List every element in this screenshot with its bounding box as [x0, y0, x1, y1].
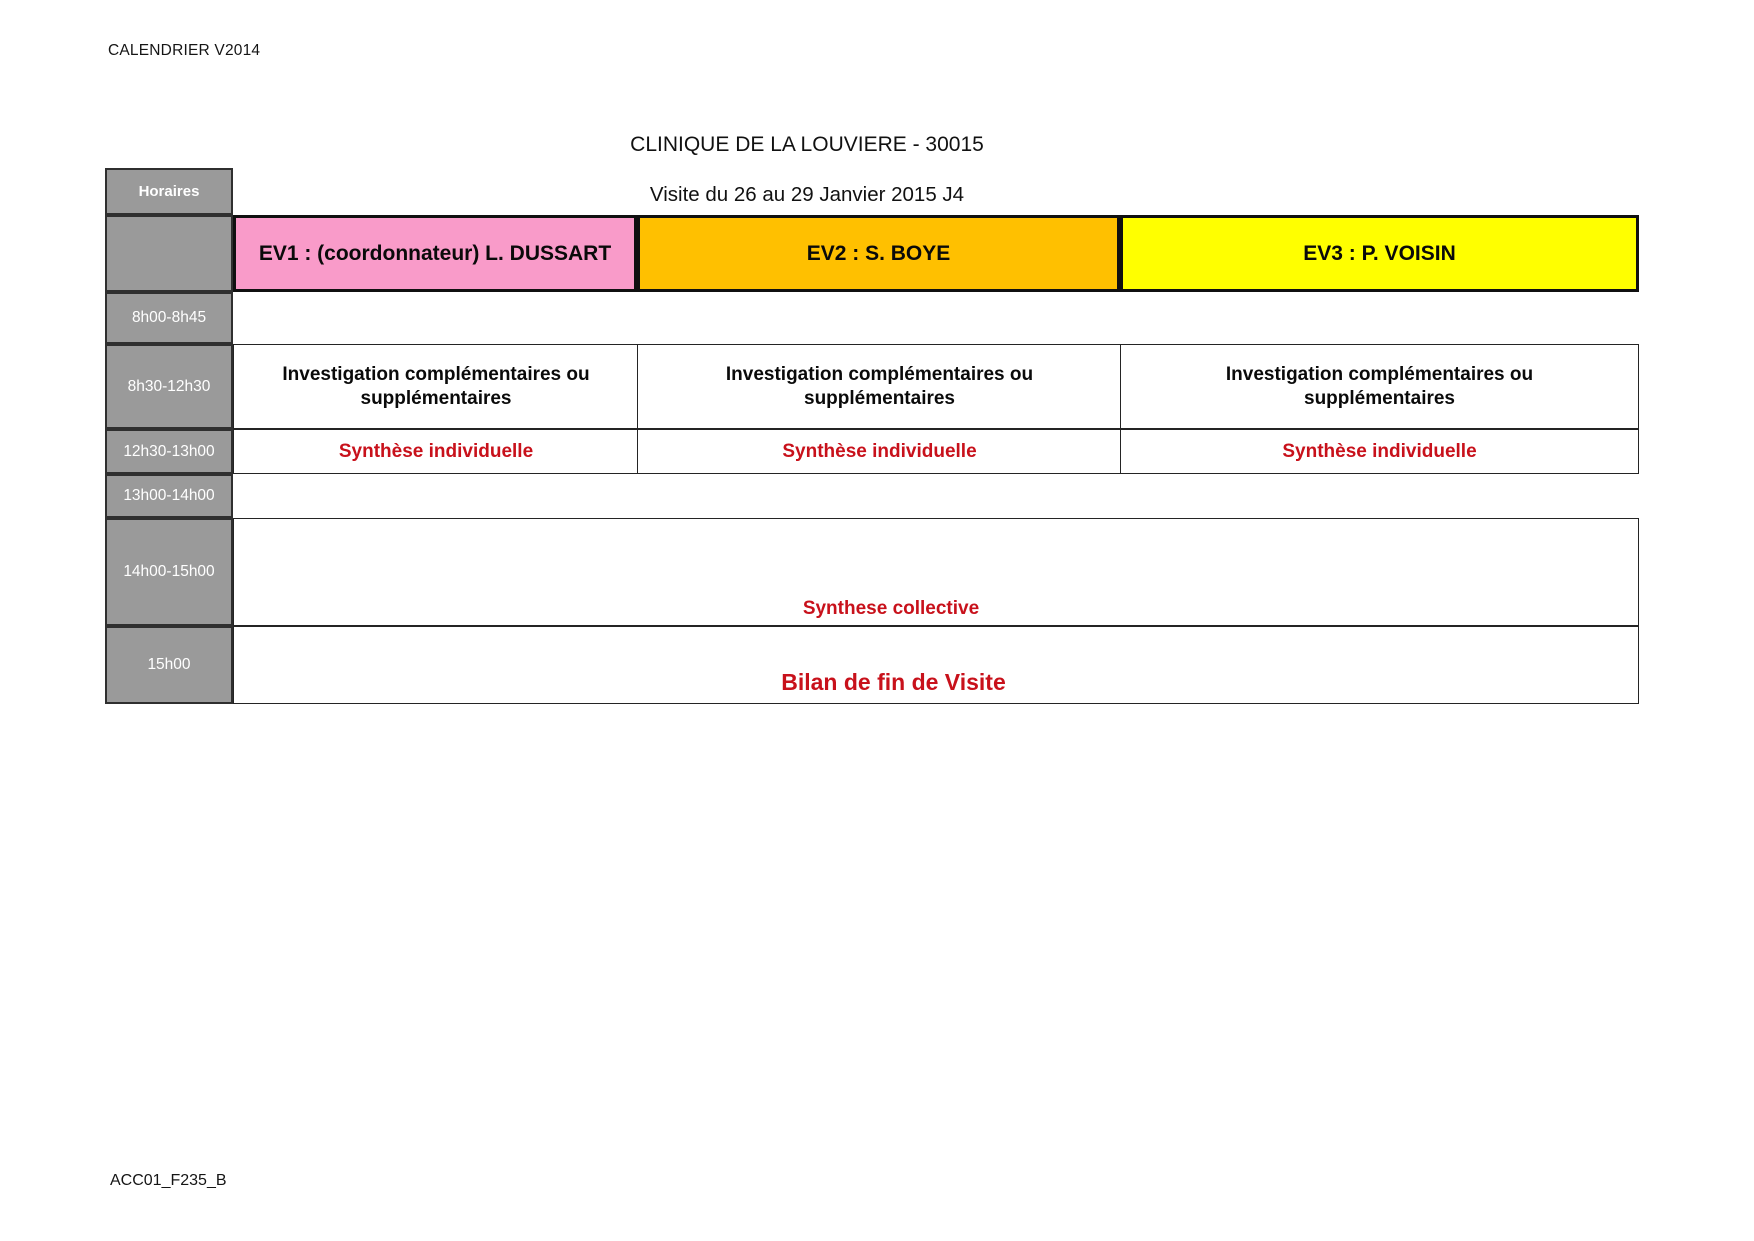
investigation-text: Investigation complémentaires ou supplémentaires — [725, 363, 1034, 409]
ev2-header-cell: EV2 : S. BOYE — [637, 215, 1120, 292]
cell-ev2-investigation — [637, 344, 1122, 429]
clinic-title: CLINIQUE DE LA LOUVIERE - 30015 — [630, 133, 984, 156]
bilan-text: Bilan de fin de Visite — [781, 669, 1006, 695]
title-block — [107, 133, 1507, 207]
time-slot-13h00-14h00: 13h00-14h00 — [105, 474, 233, 518]
blank-corner-cell — [105, 215, 233, 292]
cell-synthese-collective — [233, 518, 1639, 626]
cell-bilan-fin-visite — [233, 626, 1639, 704]
time-slot-8h30-12h30: 8h30-12h30 — [105, 344, 233, 429]
synthese-collective-text: Synthese collective — [802, 598, 980, 619]
cell-ev1-synthese-individuelle — [233, 429, 639, 474]
horaires-header-cell: Horaires — [105, 168, 233, 215]
investigation-text: Investigation complémentaires ou supplémentaires — [1225, 363, 1534, 409]
synthese-individuelle-text: Synthèse individuelle — [782, 440, 977, 462]
cell-ev1-investigation — [233, 344, 639, 429]
footer-code-label: ACC01_F235_B — [110, 1172, 227, 1189]
time-slot-14h00-15h00: 14h00-15h00 — [105, 518, 233, 626]
synthese-individuelle-text: Synthèse individuelle — [1282, 440, 1477, 462]
cell-ev3-investigation — [1120, 344, 1639, 429]
ev1-header-cell: EV1 : (coordonnateur) L. DUSSART — [233, 215, 637, 292]
time-slot-12h30-13h00: 12h30-13h00 — [105, 429, 233, 474]
ev3-header-cell: EV3 : P. VOISIN — [1120, 215, 1639, 292]
time-slot-8h00-8h45: 8h00-8h45 — [105, 292, 233, 344]
visit-subtitle: Visite du 26 au 29 Janvier 2015 J4 — [649, 183, 965, 206]
synthese-individuelle-text: Synthèse individuelle — [338, 440, 534, 462]
cell-ev2-synthese-individuelle — [637, 429, 1122, 474]
time-slot-15h00: 15h00 — [105, 626, 233, 704]
document-code-label: CALENDRIER V2014 — [108, 42, 261, 59]
cell-ev3-synthese-individuelle — [1120, 429, 1639, 474]
investigation-text: Investigation complémentaires ou supplémentaires — [282, 363, 590, 409]
